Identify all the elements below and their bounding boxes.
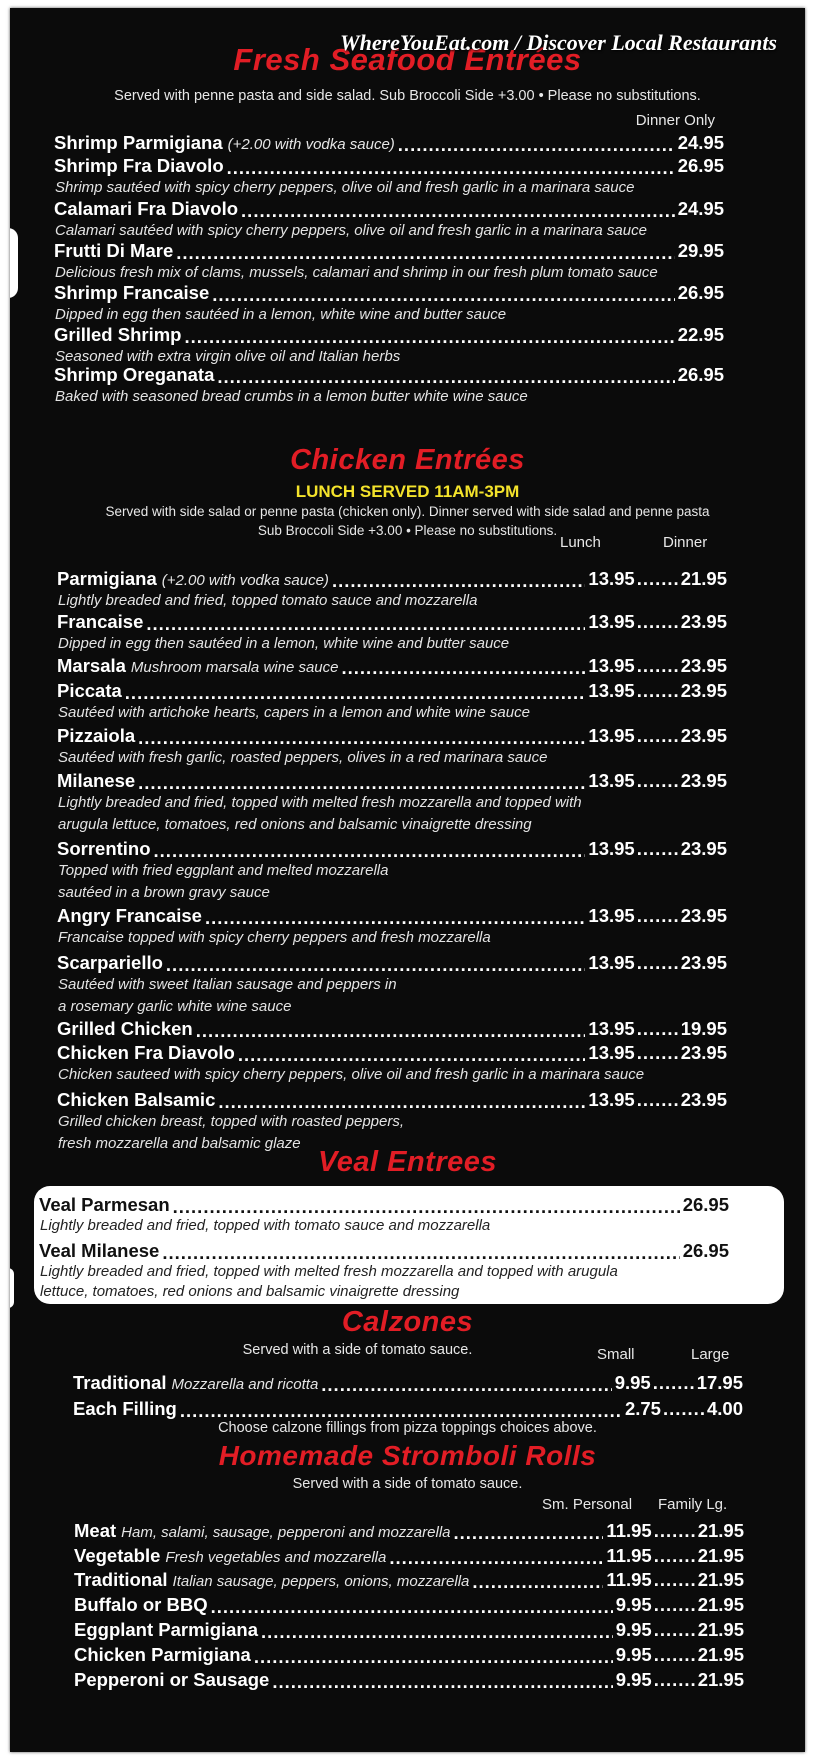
leader-dots [389,1547,603,1565]
item-inline-description: Mushroom marsala wine sauce [130,659,339,676]
item-description: Lightly breaded and fried, topped with tomato sauce and mozzarella [40,1217,491,1234]
menu-item-row [57,1089,727,1111]
leader-dots [154,840,586,858]
leader-dots [254,1646,613,1664]
menu-item-row [57,770,727,792]
item-price-2: 4.00 [706,1398,743,1419]
item-price-2: 23.95 [680,655,727,676]
dinner-only-label: Dinner Only [635,112,715,129]
leader-dots [321,1374,611,1392]
menu-item-row [57,680,727,702]
item-description: Shrimp sautéed with spicy cherry peppers, olive oil and fresh garlic in a marinara sauce [55,179,635,196]
calzones-note: Served with a side of tomato sauce. [242,1342,473,1358]
item-description: Grilled chicken breast, topped with roasted peppers, [58,1113,405,1130]
menu-item-row [74,1569,744,1591]
item-description: Topped with fried eggplant and melted mozzarella [58,862,389,879]
leader-dots [454,1522,604,1540]
item-name: Piccata [57,680,122,701]
item-name: Francaise [57,611,144,632]
leader-dots [227,157,675,175]
menu-item-row [54,324,724,346]
calzones-title: Calzones [341,1306,474,1338]
item-price: 22.95 [677,324,724,345]
leader-dots [637,655,679,677]
leader-dots [654,1545,696,1567]
item-description: Sautéed with artichoke hearts, capers in a lemon and white wine sauce [58,704,530,721]
item-price: 13.95 [588,1042,635,1063]
item-name: Milanese [57,770,136,791]
item-price: 13.95 [588,770,635,791]
item-price: 9.95 [615,1669,652,1690]
item-name: Pepperoni or Sausage [74,1669,270,1690]
leader-dots [654,1644,696,1666]
leader-dots [637,952,679,974]
menu-item-row [54,155,724,177]
item-price: 13.95 [588,952,635,973]
leader-dots [180,1400,622,1418]
item-name: Traditional [73,1372,167,1393]
leader-dots [637,725,679,747]
leader-dots [637,838,679,860]
leader-dots [637,905,679,927]
item-price: 2.75 [624,1398,661,1419]
chicken-note-2: Sub Broccoli Side +3.00 • Please no substitutions. [257,523,558,538]
item-description: sautéed in a brown gravy sauce [58,884,270,901]
leader-dots [173,1196,680,1214]
lunch-served-label: LUNCH SERVED 11AM-3PM [295,482,520,501]
item-price: 26.95 [677,364,724,385]
item-name: Chicken Parmigiana [74,1644,251,1665]
leader-dots [205,907,585,925]
item-name: Chicken Fra Diavolo [57,1042,235,1063]
item-description: Lightly breaded and fried, topped with melted fresh mozzarella and topped with [58,794,582,811]
menu-item-row [54,364,724,386]
leader-dots [272,1671,612,1689]
item-price-2: 23.95 [680,952,727,973]
item-price: 9.95 [615,1619,652,1640]
item-name: Parmigiana [57,568,157,589]
item-price-2: 21.95 [697,1520,744,1541]
item-description: Chicken sauteed with spicy cherry peppers, olive oil and fresh garlic in a marinara sauce [58,1066,645,1083]
item-price: 29.95 [677,240,724,261]
item-description: fresh mozzarella and balsamic glaze [58,1135,301,1152]
item-name: Shrimp Francaise [54,282,210,303]
personal-column-label: Sm. Personal [542,1496,633,1513]
menu-item-row [57,1018,727,1040]
item-name: Traditional [74,1569,168,1590]
item-description: Sautéed with fresh garlic, roasted peppers, olives in a red marinara sauce [58,749,548,766]
paper-tear [10,228,18,298]
veal-box [34,1186,784,1304]
item-price: 9.95 [615,1644,652,1665]
menu-item-row [74,1520,744,1542]
leader-dots [166,954,585,972]
menu-item-row [57,905,727,927]
item-price: 13.95 [588,1089,635,1110]
item-price: 24.95 [677,132,724,153]
item-price-2: 23.95 [680,1089,727,1110]
item-name: Chicken Balsamic [57,1089,216,1110]
menu-item-row [73,1398,743,1420]
item-price-2: 23.95 [680,838,727,859]
leader-dots [654,1594,696,1616]
item-description: Sautéed with sweet Italian sausage and peppers in [58,976,397,993]
menu-page [10,8,805,1752]
item-price-2: 23.95 [680,725,727,746]
leader-dots [342,657,586,675]
family-column-label: Family Lg. [658,1496,728,1513]
menu-item-row [73,1372,743,1394]
leader-dots [146,613,585,631]
menu-item-row [54,282,724,304]
item-description: a rosemary garlic white wine sauce [58,998,292,1015]
item-price-2: 21.95 [697,1644,744,1665]
item-description: lettuce, tomatoes, red onions and balsamic vinaigrette dressing [40,1283,460,1300]
menu-item-row [74,1619,744,1641]
menu-item-row [54,198,724,220]
menu-item-row [57,611,727,633]
item-description: Lightly breaded and fried, topped tomato sauce and mozzarella [58,592,478,609]
chicken-note-1: Served with side salad or penne pasta (chicken only). Dinner served with side salad and penne pasta [105,504,710,519]
item-name: Calamari Fra Diavolo [54,198,239,219]
item-price: 13.95 [588,568,635,589]
item-description: arugula lettuce, tomatoes, red onions and balsamic vinaigrette dressing [58,816,532,833]
leader-dots [218,1091,585,1109]
leader-dots [332,570,585,588]
calzones-footnote: Choose calzone fillings from pizza toppings choices above. [218,1420,597,1436]
menu-item-row [57,725,727,747]
seafood-note: Served with penne pasta and side salad. Sub Broccoli Side +3.00 • Please no substitutions. [114,88,701,104]
item-price-2: 21.95 [697,1669,744,1690]
item-name: Shrimp Oreganata [54,364,215,385]
menu-item-row [39,1240,729,1262]
item-price-2: 23.95 [680,1042,727,1063]
menu-item-row [74,1545,744,1567]
item-price-2: 23.95 [680,611,727,632]
item-name: Meat [74,1520,117,1541]
menu-item-row [54,240,724,262]
leader-dots [398,134,675,152]
leader-dots [637,770,679,792]
leader-dots [184,326,674,344]
leader-dots [196,1020,586,1038]
item-price: 11.95 [606,1520,652,1541]
large-column-label: Large [691,1346,730,1363]
leader-dots [654,1520,696,1542]
item-price: 26.95 [677,155,724,176]
leader-dots [654,1569,696,1591]
item-name: Grilled Chicken [57,1018,193,1039]
leader-dots [637,1042,679,1064]
leader-dots [211,1596,613,1614]
paper-tear [10,1268,14,1308]
stromboli-note: Served with a side of tomato sauce. [292,1476,523,1492]
item-price: 13.95 [588,838,635,859]
leader-dots [212,284,674,302]
menu-item-row [57,655,727,677]
leader-dots [637,1018,679,1040]
leader-dots [637,1089,679,1111]
item-name: Grilled Shrimp [54,324,182,345]
seafood-title: Fresh Seafood Entrées [233,42,582,77]
item-price: 13.95 [588,1018,635,1039]
item-name: Angry Francaise [57,905,202,926]
leader-dots [472,1571,603,1589]
item-price: 11.95 [606,1569,652,1590]
chicken-title: Chicken Entrées [290,444,525,476]
leader-dots [176,242,674,260]
leader-dots [637,611,679,633]
item-name: Sorrentino [57,838,151,859]
menu-item-row [39,1194,729,1216]
item-name: Eggplant Parmigiana [74,1619,259,1640]
item-inline-description: Ham, salami, sausage, pepperoni and mozzarella [121,1524,451,1541]
item-name: Scarpariello [57,952,163,973]
item-name: Veal Parmesan [39,1194,170,1215]
item-name: Shrimp Parmigiana [54,132,223,153]
menu-item-row [54,132,724,154]
item-price-2: 17.95 [696,1372,743,1393]
item-inline-description: Mozzarella and ricotta [171,1376,319,1393]
item-description: Delicious fresh mix of clams, mussels, calamari and shrimp in our fresh plum tomato sauce [55,264,658,281]
item-price-2: 21.95 [697,1569,744,1590]
item-price: 13.95 [588,725,635,746]
menu-item-row [74,1594,744,1616]
leader-dots [217,366,674,384]
item-price: 9.95 [614,1372,651,1393]
lunch-column-label: Lunch [560,534,601,551]
menu-item-row [57,838,727,860]
item-name: Veal Milanese [39,1240,160,1261]
item-price-2: 23.95 [680,680,727,701]
item-price: 26.95 [677,282,724,303]
menu-item-row [57,1042,727,1064]
item-price: 26.95 [682,1240,729,1261]
item-price: 26.95 [682,1194,729,1215]
item-inline-description: Italian sausage, peppers, onions, mozzarella [172,1573,470,1590]
watermark: WhereYouEat.com / Discover Local Restaurants [340,30,777,55]
item-name: Each Filling [73,1398,177,1419]
item-price: 24.95 [677,198,724,219]
item-name: Buffalo or BBQ [74,1594,208,1615]
item-name: Marsala [57,655,126,676]
item-description: Dipped in egg then sautéed in a lemon, white wine and butter sauce [55,306,507,323]
item-price: 13.95 [588,905,635,926]
item-description: Seasoned with extra virgin olive oil and Italian herbs [55,348,401,365]
leader-dots [637,680,679,702]
item-inline-description: Fresh vegetables and mozzarella [165,1549,387,1566]
item-price-2: 21.95 [697,1594,744,1615]
item-description: Calamari sautéed with spicy cherry peppers, olive oil and fresh garlic in a marinara sauce [55,222,647,239]
leader-dots [238,1044,586,1062]
leader-dots [241,200,675,218]
small-column-label: Small [597,1346,635,1363]
veal-title: Veal Entrees [317,1146,498,1178]
item-description: Baked with seasoned bread crumbs in a lemon butter white wine sauce [55,388,528,405]
leader-dots [138,772,585,790]
item-price: 11.95 [606,1545,652,1566]
item-name: Pizzaiola [57,725,136,746]
leader-dots [261,1621,613,1639]
item-price: 13.95 [588,611,635,632]
item-price-2: 19.95 [680,1018,727,1039]
leader-dots [138,727,585,745]
item-price-2: 21.95 [680,568,727,589]
leader-dots [125,682,586,700]
item-name: Frutti Di Mare [54,240,174,261]
item-description: Francaise topped with spicy cherry peppers and fresh mozzarella [58,929,491,946]
leader-dots [654,1619,696,1641]
leader-dots [654,1669,696,1691]
menu-item-row [57,568,727,590]
menu-item-row [74,1669,744,1691]
item-price: 13.95 [588,680,635,701]
item-price-2: 21.95 [697,1619,744,1640]
item-name: Vegetable [74,1545,161,1566]
item-price-2: 23.95 [680,770,727,791]
leader-dots [162,1242,679,1260]
item-description: Lightly breaded and fried, topped with melted fresh mozzarella and topped with arugula [40,1263,618,1280]
stromboli-title: Homemade Stromboli Rolls [218,1440,597,1471]
item-price-2: 21.95 [697,1545,744,1566]
dinner-column-label: Dinner [663,534,708,551]
leader-dots [663,1398,705,1420]
item-inline-description: (+2.00 with vodka sauce) [161,572,329,589]
leader-dots [637,568,679,590]
item-name: Shrimp Fra Diavolo [54,155,224,176]
item-inline-description: (+2.00 with vodka sauce) [227,136,395,153]
item-price: 9.95 [615,1594,652,1615]
item-price: 13.95 [588,655,635,676]
item-price-2: 23.95 [680,905,727,926]
leader-dots [653,1372,695,1394]
menu-item-row [74,1644,744,1666]
item-description: Dipped in egg then sautéed in a lemon, white wine and butter sauce [58,635,510,652]
menu-item-row [57,952,727,974]
